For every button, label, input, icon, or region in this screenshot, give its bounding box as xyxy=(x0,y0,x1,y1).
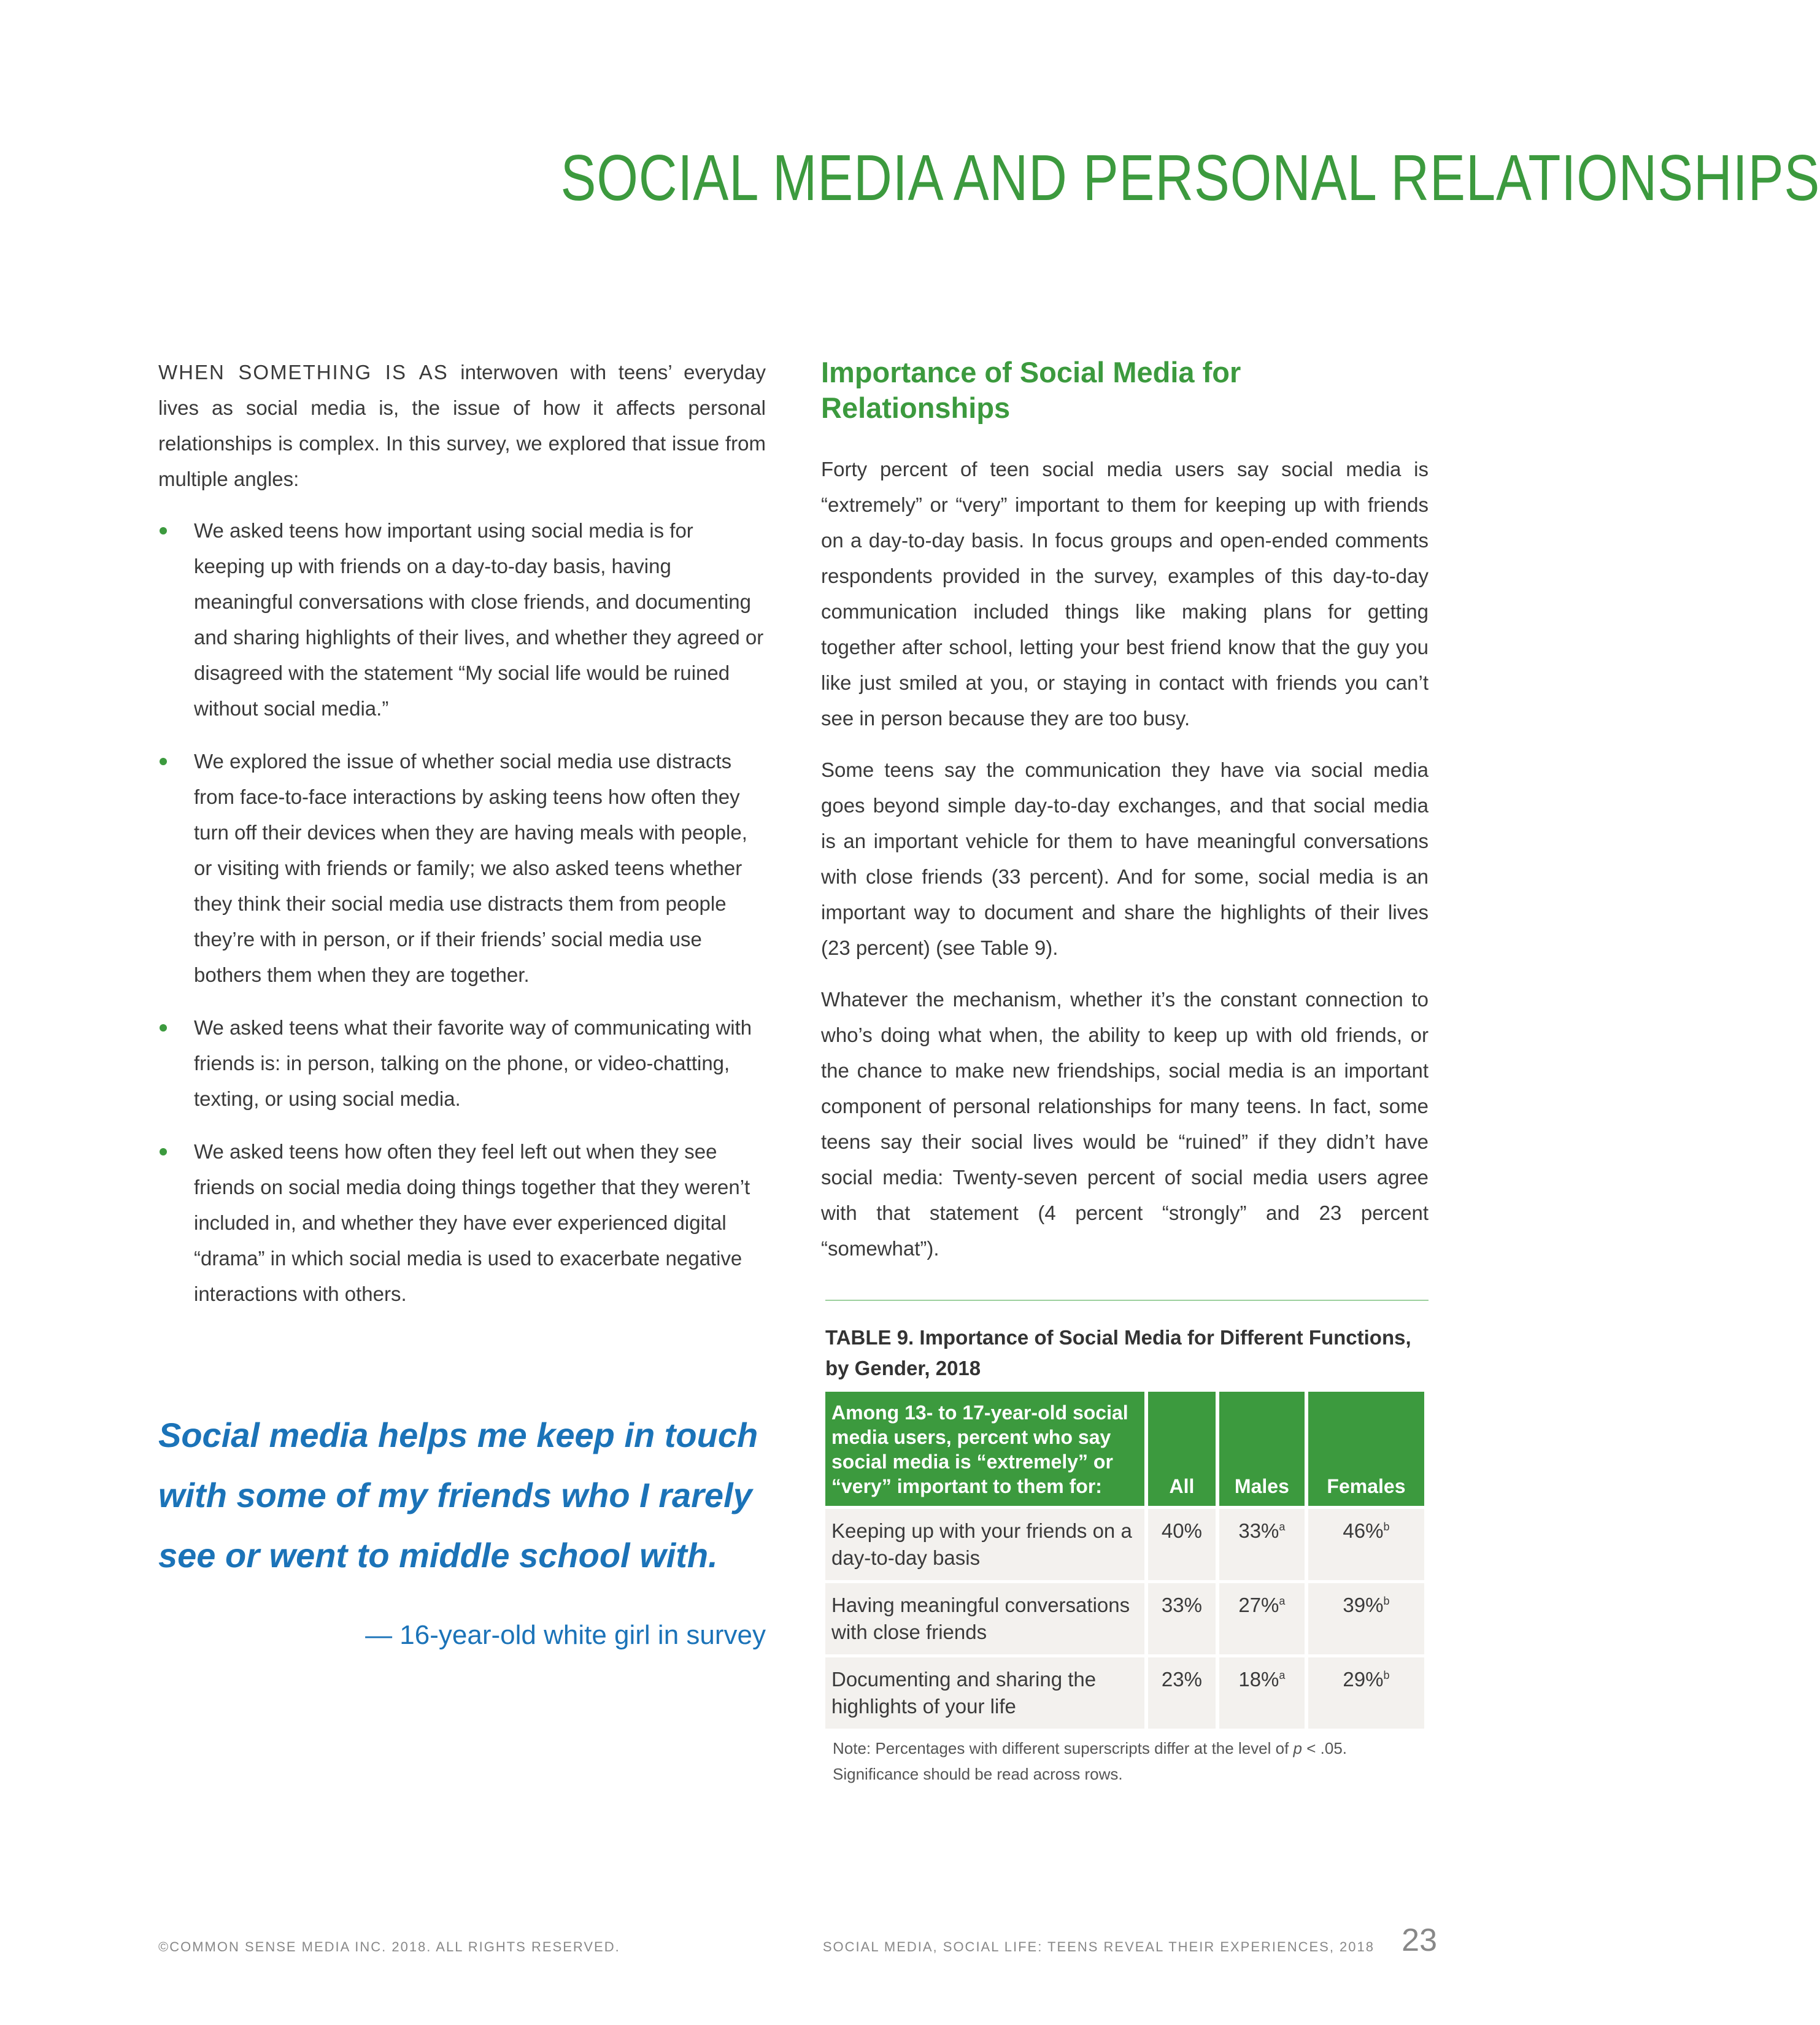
superscript: a xyxy=(1279,1595,1286,1607)
table-row xyxy=(825,1654,1424,1729)
cell-females: 29%$^b$ xyxy=(1308,1654,1424,1729)
superscript: b xyxy=(1383,1595,1390,1607)
superscript: b xyxy=(1383,1521,1390,1533)
bullet-list xyxy=(158,513,766,1312)
table-header-males: Males xyxy=(1219,1392,1305,1506)
body-paragraph: Forty percent of teen social media users say social media is “extremely” or “very” important to them for keeping up with friends on a day-to-day basis. In focus groups and open-ended comments respondents provided in the survey, examples of this day-to-day communication included things like making plans for getting together after school, letting your best friend know that the guy you like just smiled at you, or staying in contact with friends you can’t see in person because they are too busy. xyxy=(821,458,1429,730)
bullet-dot-icon xyxy=(160,527,167,534)
body-paragraph: Whatever the mechanism, whether it’s the constant connection to who’s doing what when, the ability to keep up with old friends, or the chance to make new friendships, social media is an important component of personal relationships for many teens. In fact, some teens say their social lives would be “ruined” if they didn’t have social media: Twenty-seven percent of social media users agree with that statement (4 percent “strongly” and 23 percent “somewhat”). xyxy=(821,988,1429,1260)
bullet-dot-icon xyxy=(160,1024,167,1032)
table-note: Note: Percentages with different superscripts differ at the level of p < .05. Significance should be read across rows. xyxy=(833,1739,1348,1783)
cell-males: 33%$^a$ xyxy=(1219,1506,1305,1580)
row-label: Documenting and sharing the highlights of your life xyxy=(825,1654,1144,1729)
footer-report-title: SOCIAL MEDIA, SOCIAL LIFE: TEENS REVEAL THEIR EXPERIENCES, 2018 xyxy=(822,1939,1375,1954)
cell-all: 23% xyxy=(1148,1654,1216,1729)
data-table xyxy=(822,1392,1428,1729)
table-header-description: Among 13- to 17-year-old social media users, percent who say social media is “extremely” or “very” important to them for: xyxy=(825,1392,1144,1506)
section-heading: Importance of Social Media for Relationships xyxy=(821,356,1241,424)
table-row xyxy=(825,1506,1424,1580)
table-divider xyxy=(825,1300,1429,1301)
page-title: SOCIAL MEDIA AND PERSONAL RELATIONSHIPS xyxy=(560,142,1820,214)
row-label: Having meaningful conversations with close friends xyxy=(825,1580,1144,1654)
cell-males: 18%$^a$ xyxy=(1219,1654,1305,1729)
table-header-row xyxy=(825,1392,1424,1506)
table-caption: TABLE 9. Importance of Social Media for Different Functions, by Gender, 2018 xyxy=(825,1326,1411,1379)
cell-all: 33% xyxy=(1148,1580,1216,1654)
superscript: a xyxy=(1279,1669,1286,1681)
intro-paragraph xyxy=(158,355,766,497)
bullet-dot-icon xyxy=(160,758,167,765)
table-header-females: Females xyxy=(1308,1392,1424,1506)
cell-all: 40% xyxy=(1148,1506,1216,1580)
bullet-item: We asked teens what their favorite way of communicating with friends is: in person, talking on the phone, or video-chatting, texting, or using social media. xyxy=(158,1010,766,1117)
footer-copyright: ©COMMON SENSE MEDIA INC. 2018. ALL RIGHTS RESERVED. xyxy=(158,1939,620,1954)
row-label: Keeping up with your friends on a day-to-day basis xyxy=(825,1506,1144,1580)
intro-lead-caps: WHEN SOMETHING IS AS xyxy=(158,361,449,384)
table-row xyxy=(825,1580,1424,1654)
left-column xyxy=(158,355,766,1329)
cell-males: 27%$^a$ xyxy=(1219,1580,1305,1654)
bullet-item: We asked teens how often they feel left out when they see friends on social media doing things together that they weren’t included in, and whether they have ever experienced digital “drama” in which social media is used to exacerbate negative interactions with others. xyxy=(158,1134,766,1312)
bullet-item: We asked teens how important using social media is for keeping up with friends on a day-to-day basis, having meaningful conversations with close friends, and documenting and sharing highlights of their lives, and whether they agreed or disagreed with the statement “My social life would be ruined without social media.” xyxy=(158,513,766,727)
bullet-dot-icon xyxy=(160,1148,167,1155)
bullet-item: We explored the issue of whether social media use distracts from face-to-face interactions by asking teens how often they turn off their devices when they are having meals with people, or visiting with friends or family; we also asked teens whether they think their social media use distracts them from people they’re with in person, or if their friends’ social media use bothers them when they are together. xyxy=(158,744,766,993)
intro-text: interwoven with teens’ everyday lives as social media is, the issue of how it affects personal relationships is complex. In this survey, we explored that issue from multiple angles: xyxy=(158,361,766,490)
cell-females: 39%$^b$ xyxy=(1308,1580,1424,1654)
quote-attribution: — 16-year-old white girl in survey xyxy=(365,1620,766,1650)
page-number: 23 xyxy=(1402,1923,1437,1958)
body-paragraph: Some teens say the communication they have via social media goes beyond simple day-to-day exchanges, and that social media is an important vehicle for them to have meaningful conversations with close friends (33 percent). And for some, social media is an important way to document and share the highlights of their lives (23 percent) (see Table 9). xyxy=(821,758,1429,959)
superscript: a xyxy=(1279,1521,1286,1533)
cell-females: 46%$^b$ xyxy=(1308,1506,1424,1580)
superscript: b xyxy=(1383,1669,1390,1681)
table-header-all: All xyxy=(1148,1392,1216,1506)
pull-quote: Social media helps me keep in touch with some of my friends who I rarely see or went to middle school with. xyxy=(158,1416,758,1575)
right-column xyxy=(821,355,1429,1267)
